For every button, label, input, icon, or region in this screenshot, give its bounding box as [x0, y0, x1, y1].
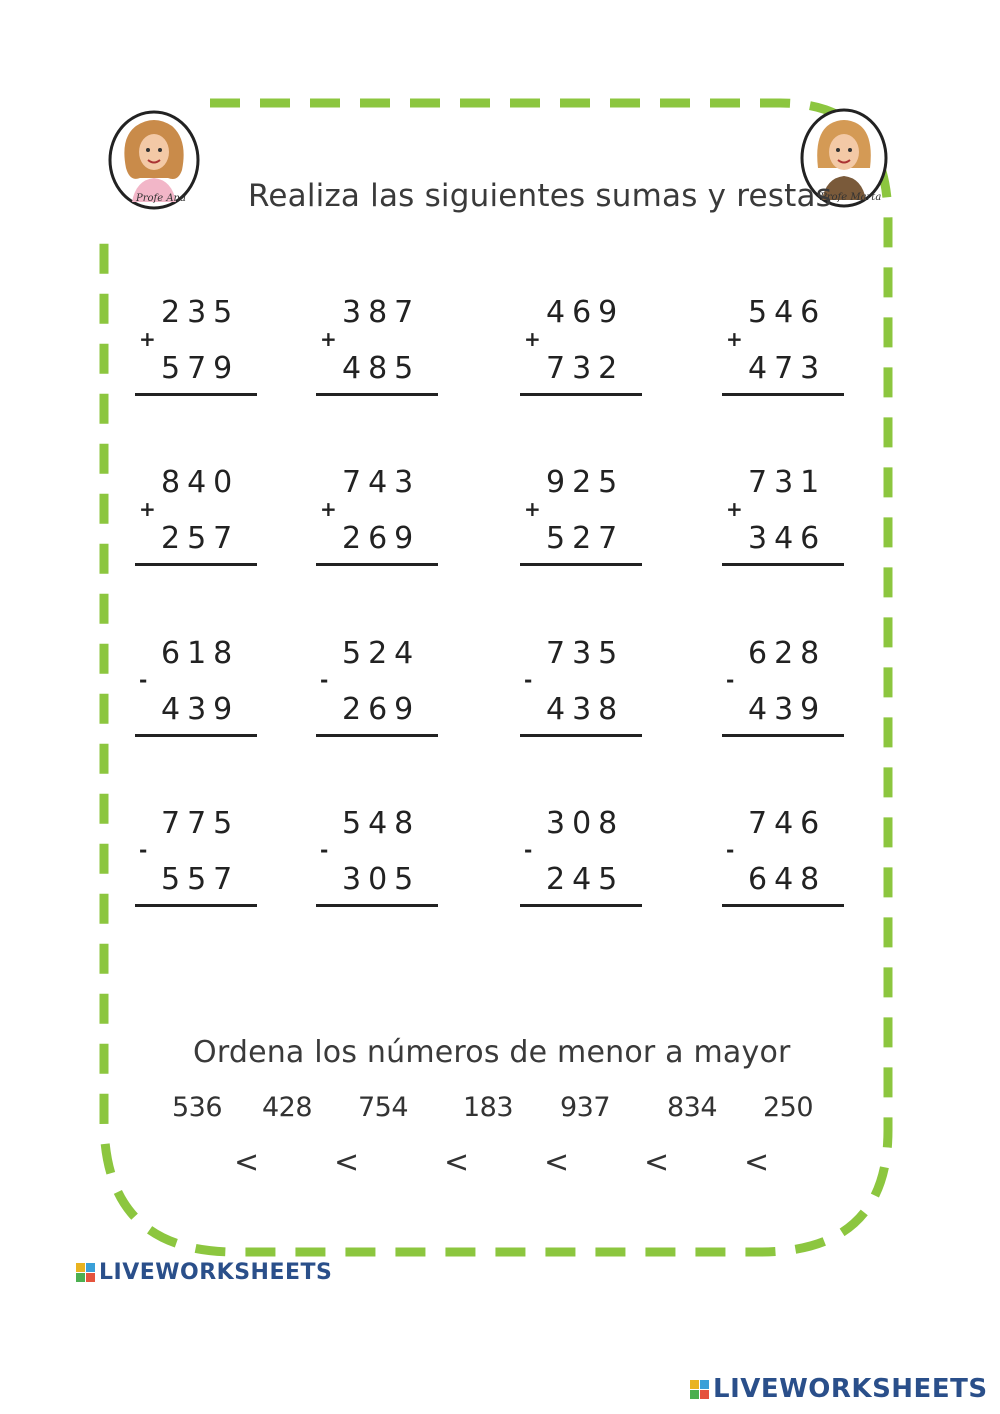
problem-3 [520, 295, 650, 415]
less-than-symbol: < [444, 1145, 470, 1180]
problem-5 [135, 465, 265, 585]
problem-14 [316, 806, 446, 926]
less-than-symbol: < [334, 1145, 360, 1180]
order-number: 428 [262, 1092, 313, 1123]
plus-sign: + [320, 497, 337, 521]
brand-name: LIVEWORKSHEETS [713, 1374, 988, 1404]
top-number: 546 [748, 295, 827, 330]
less-than-symbol: < [234, 1145, 260, 1180]
top-number: 548 [342, 806, 421, 841]
answer-line [722, 734, 844, 737]
order-number: 250 [763, 1092, 814, 1123]
answer-line [722, 904, 844, 907]
problem-15 [520, 806, 650, 926]
answer-line [520, 393, 642, 396]
brand-icon [690, 1380, 709, 1399]
top-number: 840 [161, 465, 240, 500]
plus-sign: + [524, 327, 541, 351]
problem-7 [520, 465, 650, 585]
problem-12 [722, 636, 852, 756]
answer-line [135, 734, 257, 737]
minus-sign: - [320, 838, 329, 862]
problem-8 [722, 465, 852, 585]
brand-name: LIVEWORKSHEETS [99, 1260, 333, 1285]
answer-line [316, 734, 438, 737]
bottom-number: 305 [342, 862, 421, 897]
top-number: 775 [161, 806, 240, 841]
bottom-number: 557 [161, 862, 240, 897]
less-than-symbol: < [544, 1145, 570, 1180]
avatar-profe-ana [106, 108, 202, 212]
brand-icon [76, 1263, 95, 1282]
bottom-number: 245 [546, 862, 625, 897]
top-number: 628 [748, 636, 827, 671]
top-number: 735 [546, 636, 625, 671]
bottom-number: 438 [546, 692, 625, 727]
plus-sign: + [524, 497, 541, 521]
bottom-number: 439 [748, 692, 827, 727]
plus-sign: + [726, 497, 743, 521]
plus-sign: + [139, 497, 156, 521]
problem-13 [135, 806, 265, 926]
minus-sign: - [139, 838, 148, 862]
problem-6 [316, 465, 446, 585]
answer-line [520, 563, 642, 566]
top-number: 731 [748, 465, 827, 500]
bottom-number: 648 [748, 862, 827, 897]
brand-logo-bottom [690, 1374, 988, 1404]
bottom-number: 579 [161, 351, 240, 386]
answer-line [135, 563, 257, 566]
minus-sign: - [726, 668, 735, 692]
top-number: 469 [546, 295, 625, 330]
plus-sign: + [139, 327, 156, 351]
answer-line [722, 563, 844, 566]
bottom-number: 473 [748, 351, 827, 386]
minus-sign: - [726, 838, 735, 862]
top-number: 746 [748, 806, 827, 841]
problem-9 [135, 636, 265, 756]
top-number: 387 [342, 295, 421, 330]
bottom-number: 269 [342, 521, 421, 556]
bottom-number: 485 [342, 351, 421, 386]
top-number: 618 [161, 636, 240, 671]
bottom-number: 439 [161, 692, 240, 727]
order-number: 183 [463, 1092, 514, 1123]
minus-sign: - [524, 668, 533, 692]
order-number: 536 [172, 1092, 223, 1123]
svg-text:Profe Marta: Profe Marta [820, 192, 882, 203]
plus-sign: + [320, 327, 337, 351]
top-number: 524 [342, 636, 421, 671]
answer-line [316, 393, 438, 396]
problem-1 [135, 295, 265, 415]
brand-logo-top [76, 1260, 332, 1285]
top-number: 925 [546, 465, 625, 500]
top-number: 308 [546, 806, 625, 841]
order-number: 937 [560, 1092, 611, 1123]
answer-line [520, 904, 642, 907]
top-number: 743 [342, 465, 421, 500]
problem-16 [722, 806, 852, 926]
answer-line [520, 734, 642, 737]
answer-line [135, 393, 257, 396]
bottom-number: 527 [546, 521, 625, 556]
svg-text:Profe Ana: Profe Ana [136, 193, 186, 204]
problem-11 [520, 636, 650, 756]
worksheet-title: Realiza las siguientes sumas y restas [248, 178, 833, 214]
bottom-number: 732 [546, 351, 625, 386]
problem-2 [316, 295, 446, 415]
less-than-symbol: < [644, 1145, 670, 1180]
problem-4 [722, 295, 852, 415]
answer-line [316, 904, 438, 907]
top-number: 235 [161, 295, 240, 330]
less-than-symbol: < [744, 1145, 770, 1180]
order-section-title: Ordena los números de menor a mayor [193, 1035, 791, 1070]
problem-10 [316, 636, 446, 756]
plus-sign: + [726, 327, 743, 351]
answer-line [135, 904, 257, 907]
answer-line [316, 563, 438, 566]
minus-sign: - [139, 668, 148, 692]
minus-sign: - [524, 838, 533, 862]
answer-line [722, 393, 844, 396]
bottom-number: 269 [342, 692, 421, 727]
order-number: 834 [667, 1092, 718, 1123]
order-number: 754 [358, 1092, 409, 1123]
minus-sign: - [320, 668, 329, 692]
bottom-number: 346 [748, 521, 827, 556]
bottom-number: 257 [161, 521, 240, 556]
